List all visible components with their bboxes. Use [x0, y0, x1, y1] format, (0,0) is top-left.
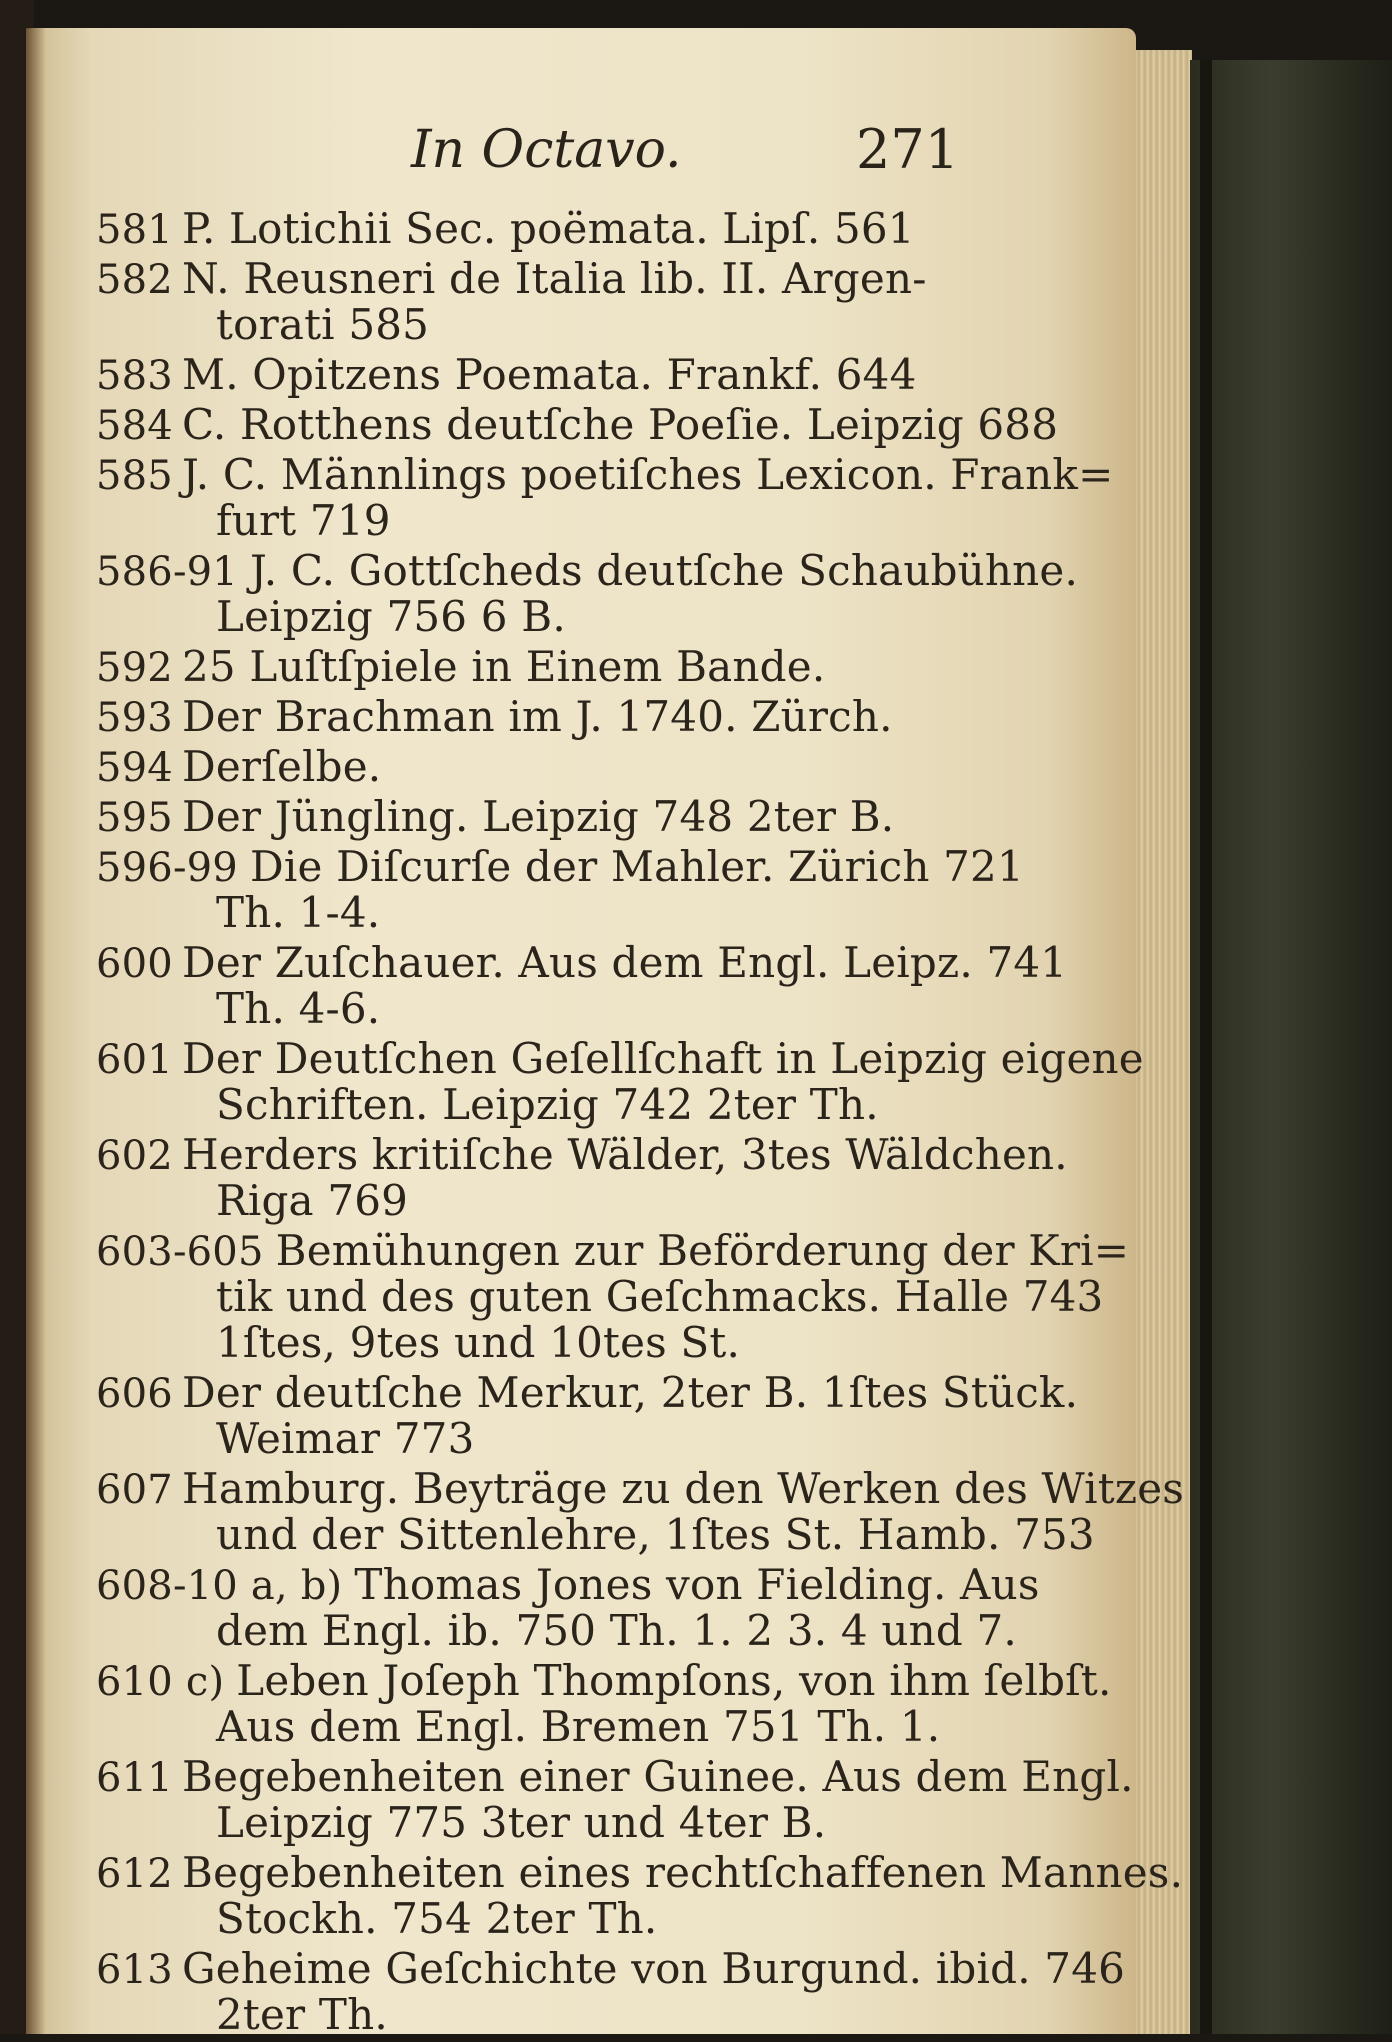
entry-continuation-line — [96, 1272, 1104, 1321]
entry-text: Riga 769 — [216, 1176, 409, 1225]
entry-number: 593 — [96, 695, 173, 741]
entry-text: 2ter Th. — [216, 1990, 388, 2039]
entry-number: 592 — [96, 645, 173, 691]
entry-first-line — [96, 1368, 1079, 1417]
entry-continuation-line — [96, 1992, 996, 2038]
entry-text: Th. 1-4. — [216, 888, 381, 937]
entry-number: 583 — [96, 353, 173, 399]
entry-continuation-line — [96, 1606, 1017, 1655]
entry-first-line — [96, 794, 996, 840]
entry-text: Geheime Geſchichte von Burgund. ibid. 746 — [182, 1944, 1126, 1993]
entry-number: 584 — [96, 403, 173, 449]
entry-text: P. Lotichii Sec. poëmata. Lipſ. 561 — [182, 204, 915, 253]
catalog-entry — [96, 938, 1068, 1033]
entry-number: 596-99 — [96, 845, 238, 891]
catalog-entry — [96, 206, 996, 252]
book-cover-edge — [1200, 60, 1212, 2034]
entry-number: 607 — [96, 1467, 173, 1513]
entry-first-line — [96, 1656, 1112, 1705]
entry-text: Der Brachman im J. 1740. Zürch. — [182, 692, 893, 741]
entry-first-line — [96, 1034, 1144, 1083]
entry-first-line — [96, 1226, 1130, 1275]
entry-number: 601 — [96, 1037, 173, 1083]
page-gutter-shadow — [26, 28, 46, 2034]
catalog-entry — [96, 1226, 1130, 1367]
entry-continuation-line — [96, 1416, 996, 1462]
entry-text: N. Reusneri de Italia lib. II. Argen- — [182, 254, 927, 303]
entry-continuation-line — [96, 1704, 996, 1750]
entry-number: 608-10 a, b) — [96, 1563, 343, 1609]
catalog-entry — [96, 256, 996, 348]
entry-first-line — [96, 546, 1079, 595]
entry-first-line — [96, 842, 1024, 891]
entry-first-line — [96, 1130, 1068, 1179]
entry-number: 606 — [96, 1371, 173, 1417]
catalog-entry — [96, 1368, 1079, 1463]
entry-number: 602 — [96, 1133, 173, 1179]
entry-continuation-line — [96, 302, 996, 348]
catalog-entry — [96, 694, 996, 740]
entry-first-line — [96, 938, 1068, 987]
catalog-entry — [96, 1752, 1134, 1847]
entry-text: Weimar 773 — [216, 1414, 475, 1463]
entry-text: Aus dem Engl. Bremen 751 Th. 1. — [216, 1702, 941, 1751]
entry-number: 600 — [96, 941, 173, 987]
catalog-entry — [96, 546, 1079, 641]
book-cover — [1190, 60, 1392, 2034]
entry-number: 612 — [96, 1851, 173, 1897]
catalog-entry — [96, 1656, 1112, 1751]
entry-text: und der Sittenlehre, 1ſtes St. Hamb. 753 — [216, 1510, 1095, 1559]
catalog-entry — [96, 644, 996, 690]
entry-text: Th. 4-6. — [216, 984, 381, 1033]
entry-continuation-line — [96, 1178, 996, 1224]
entry-text: tik und des guten Geſchmacks. Halle 743 — [216, 1272, 1104, 1321]
catalog-entry — [96, 1560, 1040, 1655]
entry-continuation-line — [96, 986, 996, 1032]
entry-first-line — [96, 450, 1114, 499]
entry-continuation-line — [96, 1082, 996, 1128]
catalog-entries — [96, 204, 1185, 2042]
entry-first-line — [96, 352, 996, 398]
catalog-entry — [96, 744, 996, 790]
catalog-entry — [96, 794, 996, 840]
entry-continuation-line — [96, 594, 996, 640]
entry-text: dem Engl. ib. 750 Th. 1. 2 3. 4 und 7. — [216, 1606, 1017, 1655]
entry-number: 611 — [96, 1755, 173, 1801]
entry-text: J. C. Gottſcheds deutſche Schaubühne. — [249, 546, 1079, 595]
entry-text: Hamburg. Beyträge zu den Werken des Witzes — [182, 1464, 1185, 1513]
catalog-entry — [96, 1034, 1144, 1129]
entry-continuation-line — [96, 498, 996, 544]
running-title: In Octavo. — [411, 120, 682, 180]
entry-continuation-line — [96, 1320, 996, 1366]
entry-text: C. Rotthens deutſche Poeſie. Leipzig 688 — [182, 400, 1059, 449]
catalog-entry — [96, 1130, 1068, 1225]
entry-text: 1ſtes, 9tes und 10tes St. — [216, 1318, 741, 1367]
entry-text: Leben Joſeph Thompſons, von ihm ſelbſt. — [236, 1656, 1112, 1705]
entry-first-line — [96, 1752, 1134, 1801]
entry-text: 25 Luſtſpiele in Einem Bande. — [182, 642, 826, 691]
entry-continuation-line — [96, 1896, 996, 1942]
page-header — [26, 114, 1136, 194]
entry-first-line — [96, 694, 996, 740]
entry-text: Begebenheiten eines rechtſchaffenen Mannes. — [182, 1848, 1184, 1897]
entry-text: Der Zuſchauer. Aus dem Engl. Leipz. 741 — [182, 938, 1068, 987]
entry-text: Der Deutſchen Geſellſchaft in Leipzig eigene — [182, 1034, 1144, 1083]
entry-first-line — [96, 206, 996, 252]
entry-number: 610 c) — [96, 1659, 225, 1705]
entry-text: M. Opitzens Poemata. Frankf. 644 — [182, 350, 917, 399]
catalog-entry — [96, 1944, 1126, 2039]
entry-text: Die Diſcurſe der Mahler. Zürich 721 — [249, 842, 1024, 891]
entry-text: Leipzig 756 6 B. — [216, 592, 566, 641]
entry-text: Bemühungen zur Beförderung der Kri= — [275, 1226, 1130, 1275]
entry-first-line — [96, 1560, 1040, 1609]
entry-number: 594 — [96, 745, 173, 791]
entry-first-line — [96, 256, 996, 302]
entry-number: 581 — [96, 207, 173, 253]
entry-text: Der deutſche Merkur, 2ter B. 1ſtes Stück. — [182, 1368, 1079, 1417]
entry-text: Herders kritiſche Wälder, 3tes Wäldchen. — [182, 1130, 1068, 1179]
entry-first-line — [96, 400, 1059, 449]
entry-text: Schriften. Leipzig 742 2ter Th. — [216, 1080, 879, 1129]
entry-text: J. C. Männlings poetiſches Lexicon. Frank= — [182, 450, 1114, 499]
entry-first-line — [96, 1944, 1126, 1993]
entry-number: 582 — [96, 257, 173, 303]
entry-number: 586-91 — [96, 549, 238, 595]
catalog-entry — [96, 400, 1059, 449]
entry-continuation-line — [96, 1800, 996, 1846]
catalog-entry — [96, 842, 1024, 937]
entry-number: 603-605 — [96, 1229, 264, 1275]
catalog-entry — [96, 352, 996, 398]
entry-text: Leipzig 775 3ter und 4ter B. — [216, 1798, 827, 1847]
entry-continuation-line — [96, 890, 996, 936]
entry-text: Derſelbe. — [182, 742, 382, 791]
entry-number: 613 — [96, 1947, 173, 1993]
catalog-entry — [96, 450, 1114, 545]
book-page — [26, 28, 1185, 2039]
entry-text: Begebenheiten einer Guinee. Aus dem Engl. — [182, 1752, 1134, 1801]
entry-first-line — [96, 1848, 1184, 1897]
catalog-entry — [96, 1464, 1185, 1559]
entry-number: 595 — [96, 795, 173, 841]
page-number: 271 — [856, 118, 960, 181]
entry-first-line — [96, 644, 996, 690]
entry-number: 585 — [96, 453, 173, 499]
entry-text: furt 719 — [216, 496, 391, 545]
entry-text: Der Jüngling. Leipzig 748 2ter B. — [182, 792, 895, 841]
catalog-entry — [96, 1848, 1184, 1943]
entry-first-line — [96, 1464, 1185, 1513]
entry-text: torati 585 — [216, 300, 430, 349]
entry-first-line — [96, 744, 996, 790]
entry-text: Thomas Jones von Fielding. Aus — [354, 1560, 1040, 1609]
entry-continuation-line — [96, 1510, 1095, 1559]
entry-text: Stockh. 754 2ter Th. — [216, 1894, 658, 1943]
